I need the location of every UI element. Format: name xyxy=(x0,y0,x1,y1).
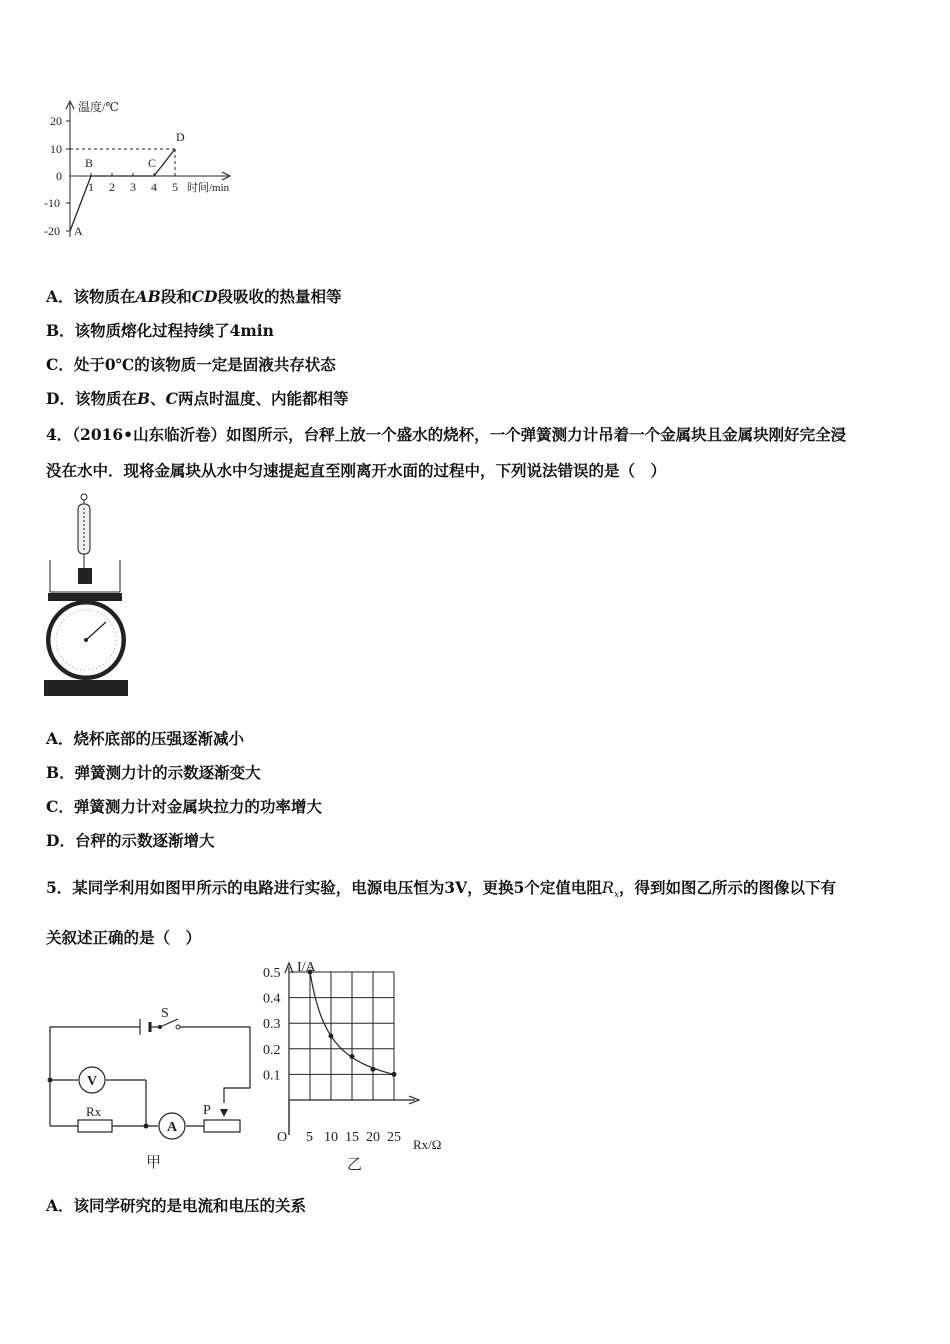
point-label: A xyxy=(74,224,83,238)
data-point xyxy=(392,1072,397,1077)
q4-stem-line1: 4．（2016•山东临沂卷）如图所示，台秤上放一个盛水的烧杯，一个弹簧测力计吊着一个金属块且金属块刚好完全浸 xyxy=(46,425,847,444)
x-tick: 4 xyxy=(151,180,157,194)
resistor-label: Rx xyxy=(86,1104,102,1119)
y-tick: 0.4 xyxy=(263,991,281,1007)
x-tick: 15 xyxy=(345,1130,359,1145)
graph-caption: 乙 xyxy=(347,1157,363,1173)
q5-option-a: A．该同学研究的是电流和电压的关系 xyxy=(46,1196,307,1215)
current-resistance-graph xyxy=(255,955,470,1175)
data-point xyxy=(350,1054,355,1059)
slider-label: P xyxy=(203,1103,211,1118)
scale-apparatus-figure xyxy=(40,492,140,702)
rx-symbol: R xyxy=(601,878,614,897)
q3-option-c: C．处于0℃的该物质一定是固液共存状态 xyxy=(46,355,336,374)
q3-option-a: A．该物质在AB段和CD段吸收的热量相等 xyxy=(46,287,342,306)
x-tick: 20 xyxy=(366,1130,380,1145)
x-axis-label: Rx/Ω xyxy=(413,1137,442,1152)
point-label: B xyxy=(85,156,94,170)
circuit-caption: 甲 xyxy=(146,1155,162,1171)
x-tick: 5 xyxy=(306,1130,313,1145)
y-tick: -10 xyxy=(44,196,60,210)
q5-stem-line1: 5．某同学利用如图甲所示的电路进行实验，电源电压恒为3V，更换5个定值电阻$R_x$，得到如图乙所示的图像以下有 xyxy=(46,878,837,901)
y-tick: 20 xyxy=(50,114,62,128)
q3-option-d: D．该物质在B、C两点时温度、内能都相等 xyxy=(46,389,349,408)
origin-label: O xyxy=(277,1130,288,1145)
y-tick: -20 xyxy=(44,224,60,238)
q4-option-d: D．台秤的示数逐渐增大 xyxy=(46,831,215,850)
x-axis-label: 时间/min xyxy=(187,182,230,194)
q5-stem-line2: 关叙述正确的是（ ） xyxy=(46,928,202,947)
y-tick: 10 xyxy=(50,142,62,156)
x-tick: 25 xyxy=(387,1130,401,1145)
voltmeter-label: V xyxy=(87,1074,98,1089)
q4-stem-line2: 没在水中．现将金属块从水中匀速提起直至刚离开水面的过程中，下列说法错误的是（ ） xyxy=(46,461,667,480)
q4-option-c: C．弹簧测力计对金属块拉力的功率增大 xyxy=(46,797,322,816)
x-tick: 1 xyxy=(88,180,94,194)
y-tick: 0.3 xyxy=(263,1017,281,1033)
x-tick: 10 xyxy=(324,1130,338,1145)
y-axis-label: I/A xyxy=(297,960,316,975)
q3-option-b: B．该物质熔化过程持续了4min xyxy=(46,321,274,340)
q4-option-b: B．弹簧测力计的示数逐渐变大 xyxy=(46,763,261,782)
point-label: C xyxy=(148,156,157,170)
q4-option-a: A．烧杯底部的压强逐渐减小 xyxy=(46,729,245,748)
ammeter-label: A xyxy=(167,1120,178,1135)
y-tick: 0.2 xyxy=(263,1042,281,1058)
y-tick: 0.5 xyxy=(263,966,281,981)
switch-label: S xyxy=(161,1006,169,1021)
circuit-diagram xyxy=(40,1005,265,1175)
temperature-time-graph xyxy=(40,95,270,250)
data-point xyxy=(329,1034,334,1039)
data-point xyxy=(371,1067,376,1072)
y-tick: 0 xyxy=(56,169,62,183)
x-tick: 5 xyxy=(172,180,178,194)
point-label: D xyxy=(176,130,185,144)
x-tick: 2 xyxy=(109,180,115,194)
y-axis-label: 温度/℃ xyxy=(78,100,119,114)
y-tick: 0.1 xyxy=(263,1068,281,1084)
x-tick: 3 xyxy=(130,180,136,194)
